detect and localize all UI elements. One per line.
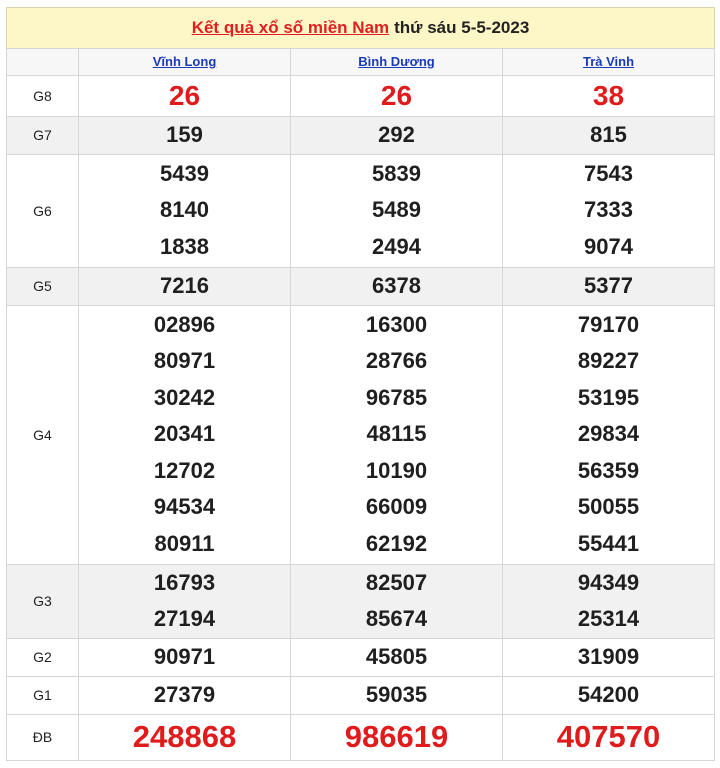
prize-number: 407570: [556, 718, 661, 754]
prize-number: 62192: [365, 531, 428, 557]
results-container: [6, 7, 715, 761]
prize-number: 59035: [365, 681, 428, 707]
prize-row-g2: [7, 638, 715, 676]
prize-row-g5: [7, 267, 715, 305]
prize-label: G7: [7, 117, 79, 155]
prize-cell: [503, 714, 715, 760]
prize-number: 94534: [153, 494, 216, 520]
prize-number: 96785: [365, 384, 428, 410]
prize-label: G5: [7, 267, 79, 305]
results-title: [6, 7, 715, 48]
prize-number: 16300: [365, 311, 428, 337]
prize-label: G6: [7, 154, 79, 267]
prize-number: 30242: [153, 384, 216, 410]
prize-number: 26: [168, 79, 201, 111]
prize-number: 5839: [372, 160, 421, 186]
prize-number: 27379: [153, 681, 216, 707]
title-link[interactable]: Kết quả xổ số miền Nam: [191, 18, 390, 37]
prize-number: 9074: [584, 233, 633, 259]
prize-label: G1: [7, 676, 79, 714]
prize-cell: [291, 117, 503, 155]
prize-number: 80911: [154, 531, 215, 557]
prize-cell: [503, 564, 715, 638]
prize-number: 56359: [577, 457, 640, 483]
prize-cell: [79, 564, 291, 638]
prize-cell: [79, 676, 291, 714]
prize-number: 82507: [365, 569, 428, 595]
prize-number: 12702: [153, 457, 216, 483]
prize-cell: [291, 564, 503, 638]
prize-row-g3: [7, 564, 715, 638]
prize-cell: [79, 638, 291, 676]
prize-number: 16793: [153, 569, 216, 595]
prize-number: 986619: [344, 718, 449, 754]
province-header-cell: [79, 49, 291, 76]
prize-row-g8: [7, 76, 715, 117]
prize-number: 28766: [365, 348, 428, 374]
prize-number: 25314: [577, 606, 640, 632]
prize-number: 292: [378, 122, 415, 147]
prize-number: 6378: [372, 272, 421, 298]
prize-number: 159: [166, 122, 203, 147]
header-blank-cell: [7, 49, 79, 76]
prize-number: 20341: [153, 421, 216, 447]
prize-number: 55441: [577, 531, 640, 557]
prize-number: 27194: [153, 606, 216, 632]
prize-cell: [291, 305, 503, 564]
prize-cell: [291, 267, 503, 305]
prize-cell: [291, 714, 503, 760]
prize-number: 248868: [132, 718, 237, 754]
prize-cell: [79, 267, 291, 305]
prize-number: 02896: [153, 311, 216, 337]
prize-row-g4: [7, 305, 715, 564]
results-table: [6, 48, 715, 761]
prize-row-g7: [7, 117, 715, 155]
prize-cell: [291, 638, 503, 676]
prize-cell: [79, 154, 291, 267]
prize-number: 54200: [577, 681, 640, 707]
prize-cell: [503, 267, 715, 305]
prize-number: 66009: [365, 494, 428, 520]
prize-row-đb: [7, 714, 715, 760]
prize-number: 2494: [372, 233, 421, 259]
prize-number: 80971: [153, 348, 216, 374]
prize-cell: [79, 305, 291, 564]
prize-number: 5439: [160, 160, 209, 186]
prize-number: 50055: [577, 494, 640, 520]
prize-label: G4: [7, 305, 79, 564]
prize-cell: [503, 117, 715, 155]
prize-number: 26: [380, 79, 413, 111]
prize-cell: [291, 154, 503, 267]
prize-number: 8140: [160, 197, 209, 223]
prize-cell: [291, 76, 503, 117]
prize-number: 5377: [584, 272, 633, 298]
prize-cell: [79, 714, 291, 760]
prize-cell: [503, 676, 715, 714]
prize-number: 815: [590, 122, 627, 147]
prize-label: G8: [7, 76, 79, 117]
prize-number: 29834: [577, 421, 640, 447]
prize-number: 90971: [153, 643, 216, 669]
prize-number: 7543: [584, 160, 633, 186]
prize-number: 31909: [577, 643, 640, 669]
title-date: thứ sáu 5-5-2023: [394, 18, 530, 37]
prize-number: 89227: [577, 348, 640, 374]
prize-cell: [503, 154, 715, 267]
prize-label: G3: [7, 564, 79, 638]
prize-cell: [79, 76, 291, 117]
prize-number: 48115: [366, 421, 427, 447]
prize-number: 7216: [160, 272, 209, 298]
province-header-cell: [503, 49, 715, 76]
prize-number: 45805: [365, 643, 428, 669]
province-header-cell: [291, 49, 503, 76]
prize-number: 1838: [160, 233, 209, 259]
prize-cell: [79, 117, 291, 155]
prize-number: 5489: [372, 197, 421, 223]
prize-row-g1: [7, 676, 715, 714]
province-link-binh-duong[interactable]: Bình Dương: [358, 54, 435, 69]
province-header-row: [7, 49, 715, 76]
prize-number: 79170: [577, 311, 640, 337]
prize-label: G2: [7, 638, 79, 676]
prize-cell: [503, 638, 715, 676]
prize-row-g6: [7, 154, 715, 267]
prize-label: ĐB: [7, 714, 79, 760]
province-link-vinh-long[interactable]: Vĩnh Long: [152, 54, 217, 69]
prize-number: 94349: [577, 569, 640, 595]
prize-cell: [503, 305, 715, 564]
prize-cell: [291, 676, 503, 714]
prize-number: 38: [592, 79, 625, 111]
province-link-tra-vinh[interactable]: Trà Vinh: [582, 54, 635, 69]
prize-cell: [503, 76, 715, 117]
prize-number: 10190: [365, 457, 428, 483]
prize-number: 7333: [584, 197, 633, 223]
prize-number: 85674: [365, 606, 428, 632]
prize-number: 53195: [577, 384, 640, 410]
